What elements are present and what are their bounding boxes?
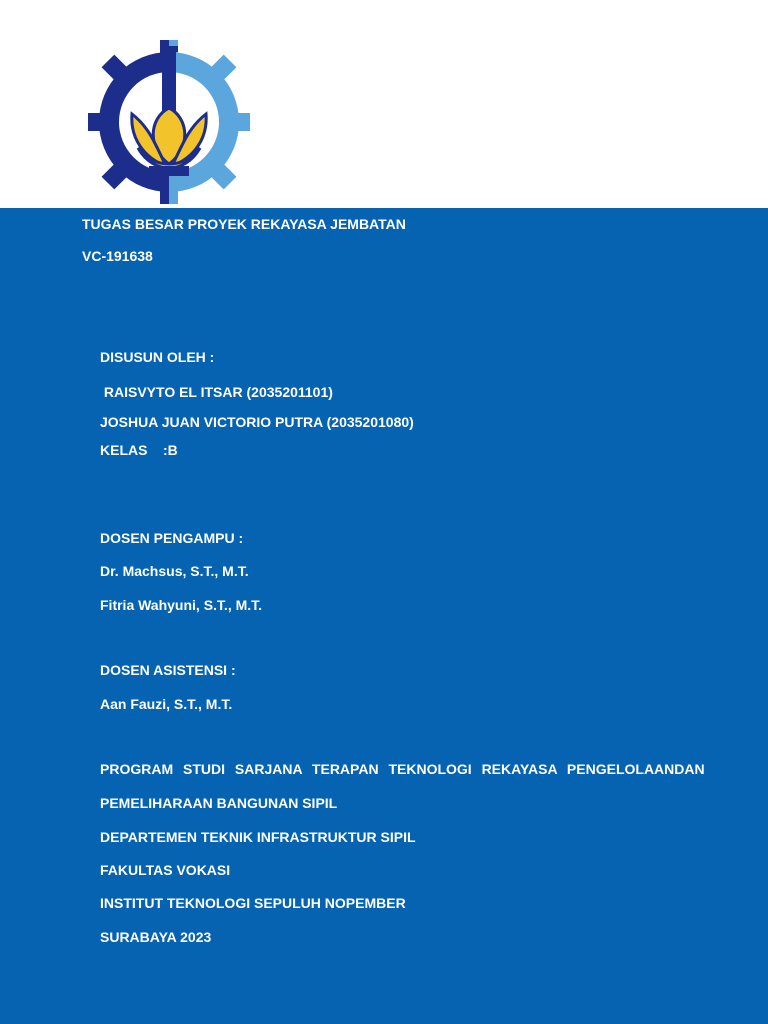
its-university-emblem-icon (86, 36, 252, 206)
lecturers-heading: DOSEN PENGAMPU : (100, 530, 244, 546)
study-program-line: PROGRAM STUDI SARJANA TERAPAN TEKNOLOGI REKAYASA PENGELOLAANDAN (100, 761, 705, 777)
city-year-line: SURABAYA 2023 (100, 929, 212, 945)
assistant-heading: DOSEN ASISTENSI : (100, 662, 236, 678)
lecturer-name: Fitria Wahyuni, S.T., M.T. (100, 597, 263, 613)
author-name: JOSHUA JUAN VICTORIO PUTRA (2035201080) (100, 414, 414, 430)
assistant-name: Aan Fauzi, S.T., M.T. (100, 696, 233, 712)
lecturer-name: Dr. Machsus, S.T., M.T. (100, 563, 249, 579)
authors-heading: DISUSUN OLEH : (100, 349, 215, 365)
institute-line: INSTITUT TEKNOLOGI SEPULUH NOPEMBER (100, 895, 406, 911)
its-logo (86, 36, 252, 206)
report-title: TUGAS BESAR PROYEK REKAYASA JEMBATAN (82, 216, 406, 232)
author-name: RAISVYTO EL ITSAR (2035201101) (100, 384, 333, 400)
department-line: DEPARTEMEN TEKNIK INFRASTRUKTUR SIPIL (100, 829, 416, 845)
faculty-line: FAKULTAS VOKASI (100, 862, 231, 878)
course-code: VC-191638 (82, 248, 153, 264)
study-program-line: PEMELIHARAAN BANGUNAN SIPIL (100, 795, 338, 811)
class-line: KELAS :B (100, 442, 178, 458)
